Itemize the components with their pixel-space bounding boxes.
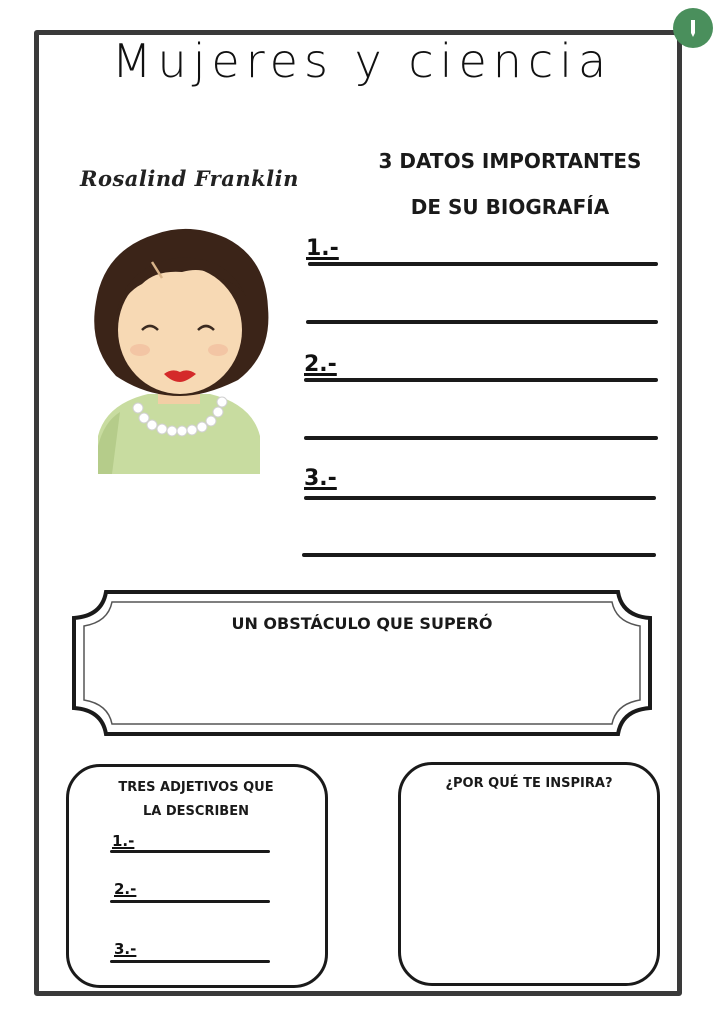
dato-1-line-a[interactable] xyxy=(308,262,658,266)
datos-heading xyxy=(340,138,680,230)
dato-3-line-a[interactable] xyxy=(304,496,656,500)
dato-1-line-b[interactable] xyxy=(306,320,658,324)
datos-heading-line2: DE SU BIOGRAFÍA xyxy=(410,195,610,219)
dato-3-label: 3.- xyxy=(304,466,337,491)
dato-2-line-b[interactable] xyxy=(304,436,658,440)
dato-3-line-b[interactable] xyxy=(302,553,656,557)
adjectives-heading-line1: TRES ADJETIVOS QUE xyxy=(118,780,274,795)
adjective-1-label: 1.- xyxy=(112,832,135,850)
adjective-3-line[interactable] xyxy=(110,960,270,963)
obstacle-heading: UN OBSTÁCULO QUE SUPERÓ xyxy=(231,614,493,633)
datos-heading-line1: 3 DATOS IMPORTANTES xyxy=(378,149,642,173)
adjectives-heading xyxy=(80,776,312,824)
scientist-portrait xyxy=(86,226,272,474)
adjective-2-label: 2.- xyxy=(114,880,137,898)
dato-1-label: 1.- xyxy=(306,236,339,261)
scientist-name: Rosalind Franklin xyxy=(80,166,299,191)
obstacle-banner[interactable] xyxy=(70,588,654,738)
adjectives-heading-line2: LA DESCRIBEN xyxy=(143,804,249,819)
adjective-3-label: 3.- xyxy=(114,940,137,958)
dato-2-label: 2.- xyxy=(304,352,337,377)
dato-2-line-a[interactable] xyxy=(304,378,658,382)
adjective-1-line[interactable] xyxy=(110,850,270,853)
adjective-2-line[interactable] xyxy=(110,900,270,903)
inspire-heading: ¿POR QUÉ TE INSPIRA? xyxy=(445,776,613,791)
page-title: Mujeres y ciencia xyxy=(111,34,613,88)
